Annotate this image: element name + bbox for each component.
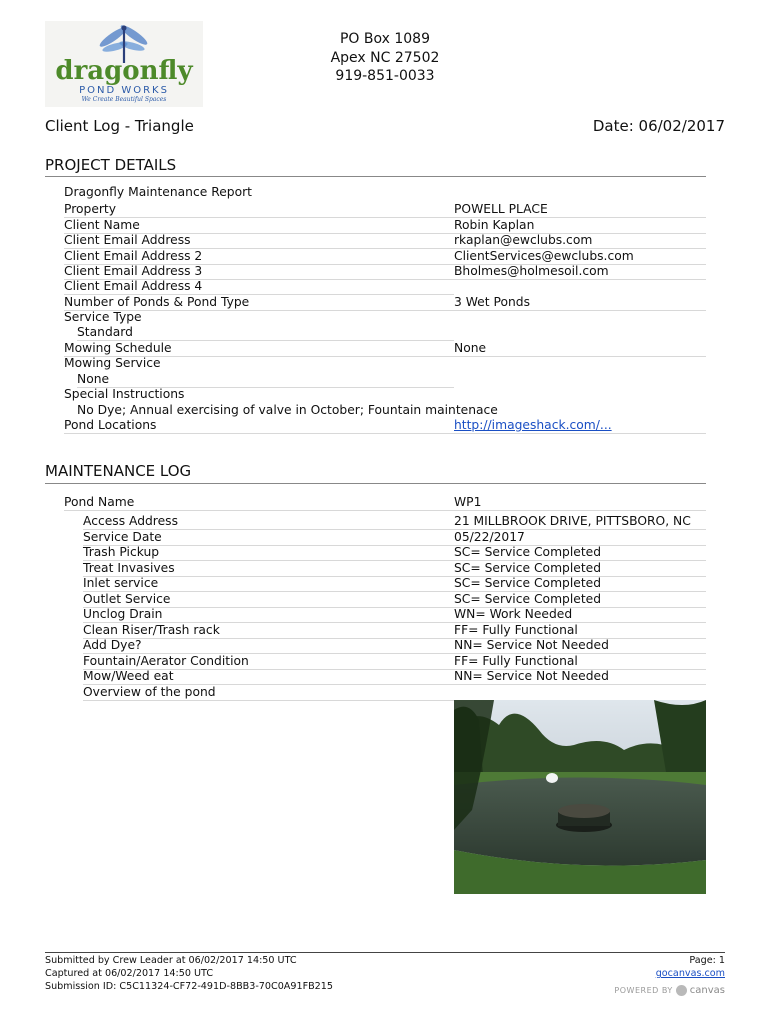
section-divider bbox=[45, 483, 706, 484]
field-label: Mowing Schedule bbox=[64, 341, 172, 355]
field-label-underline bbox=[83, 700, 454, 701]
pond-name-value: WP1 bbox=[454, 495, 482, 509]
field-value: SC= Service Completed bbox=[454, 545, 602, 559]
pond-name-label: Pond Name bbox=[64, 495, 135, 509]
field-value-underline bbox=[454, 310, 706, 311]
field-value: 05/22/2017 bbox=[454, 529, 525, 544]
field-label: Client Email Address 2 bbox=[64, 249, 203, 263]
footer-page-number: Page: 1 bbox=[689, 955, 725, 966]
powered-by-text: POWERED BY bbox=[614, 986, 673, 995]
field-value: None bbox=[454, 341, 487, 355]
client-log-title: Client Log - Triangle bbox=[45, 117, 194, 135]
footer-submission-id: Submission ID: C5C11324-CF72-491D-8BB3-70C0A91FB215 bbox=[45, 981, 333, 992]
company-logo bbox=[45, 21, 203, 107]
field-label: Client Email Address 3 bbox=[64, 264, 203, 278]
field-value: SC= Service Completed bbox=[454, 560, 602, 575]
field-value: SC= Service Completed bbox=[454, 591, 602, 606]
field-value: rkaplan@ewclubs.com bbox=[454, 233, 593, 247]
field-value: Bholmes@holmesoil.com bbox=[454, 264, 609, 278]
canvas-logo-icon bbox=[676, 985, 687, 996]
field-label: Mowing Service bbox=[64, 356, 161, 370]
footer-captured: Captured at 06/02/2017 14:50 UTC bbox=[45, 968, 214, 979]
field-label: No Dye; Annual exercising of valve in October; Fountain maintenace bbox=[77, 403, 498, 417]
logo-sub-text: POND WORKS bbox=[79, 85, 169, 96]
report-name: Dragonfly Maintenance Report bbox=[64, 185, 252, 199]
company-address bbox=[300, 30, 470, 86]
field-value-underline bbox=[454, 433, 706, 434]
field-value: FF= Fully Functional bbox=[454, 622, 578, 637]
field-label: Property bbox=[64, 202, 117, 216]
pond-overview-photo bbox=[454, 700, 706, 894]
address-line-1: PO Box 1089 bbox=[339, 31, 430, 47]
field-value: 21 MILLBROOK DRIVE, PITTSBORO, NC bbox=[454, 514, 691, 528]
field-value: SC= Service Completed bbox=[454, 576, 602, 590]
field-value-underline bbox=[454, 279, 706, 280]
field-label: Mow/Weed eat bbox=[83, 669, 174, 683]
field-label: None bbox=[77, 372, 110, 386]
field-value: Robin Kaplan bbox=[454, 218, 535, 232]
field-label: Special Instructions bbox=[64, 387, 185, 401]
field-value-underline bbox=[454, 684, 706, 685]
logo-brand-text: dragonfly bbox=[55, 56, 193, 86]
logo-tagline-text: We Create Beautiful Spaces bbox=[81, 96, 167, 103]
field-label: Add Dye? bbox=[83, 638, 142, 652]
field-label: Clean Riser/Trash rack bbox=[83, 622, 220, 637]
field-value: NN= Service Not Needed bbox=[454, 638, 609, 652]
report-date: Date: 06/02/2017 bbox=[592, 117, 725, 135]
field-label: Service Type bbox=[64, 310, 142, 324]
field-label: Client Email Address 4 bbox=[64, 279, 203, 293]
field-value: WN= Work Needed bbox=[454, 607, 573, 621]
footer-divider bbox=[45, 952, 725, 953]
field-label: Overview of the pond bbox=[83, 684, 216, 699]
field-label: Pond Locations bbox=[64, 418, 157, 432]
dragonfly-logo-graphic bbox=[45, 21, 203, 107]
pond-locations-link[interactable]: http://imageshack.com/... bbox=[454, 418, 612, 432]
field-label: Fountain/Aerator Condition bbox=[83, 653, 249, 668]
field-label: Treat Invasives bbox=[83, 560, 175, 575]
field-label: Inlet service bbox=[83, 576, 159, 590]
gocanvas-link[interactable]: gocanvas.com bbox=[655, 968, 725, 979]
field-label: Outlet Service bbox=[83, 591, 171, 606]
maintenance-log-heading: MAINTENANCE LOG bbox=[45, 462, 192, 480]
field-value: 3 Wet Ponds bbox=[454, 295, 530, 309]
powered-by-canvas bbox=[614, 985, 725, 996]
field-value: POWELL PLACE bbox=[454, 202, 548, 216]
field-label-underline bbox=[64, 433, 454, 434]
canvas-brand-text: canvas bbox=[689, 985, 725, 996]
field-label: Standard bbox=[77, 325, 133, 339]
project-details-heading: PROJECT DETAILS bbox=[45, 156, 177, 174]
field-value: ClientServices@ewclubs.com bbox=[454, 249, 634, 263]
field-label: Client Email Address bbox=[64, 233, 191, 247]
phone-number: 919-851-0033 bbox=[335, 68, 435, 84]
field-value: FF= Fully Functional bbox=[454, 653, 578, 668]
field-value-underline bbox=[454, 356, 706, 357]
field-label: Trash Pickup bbox=[83, 545, 160, 559]
section-divider bbox=[45, 176, 706, 177]
field-value: NN= Service Not Needed bbox=[454, 669, 609, 683]
address-line-2: Apex NC 27502 bbox=[330, 49, 440, 66]
field-label: Number of Ponds & Pond Type bbox=[64, 295, 250, 309]
field-label: Access Address bbox=[83, 514, 178, 528]
footer-submitted: Submitted by Crew Leader at 06/02/2017 14:50 UTC bbox=[45, 955, 297, 966]
field-label: Unclog Drain bbox=[83, 607, 163, 621]
field-label: Service Date bbox=[83, 529, 162, 544]
field-label: Client Name bbox=[64, 218, 140, 232]
